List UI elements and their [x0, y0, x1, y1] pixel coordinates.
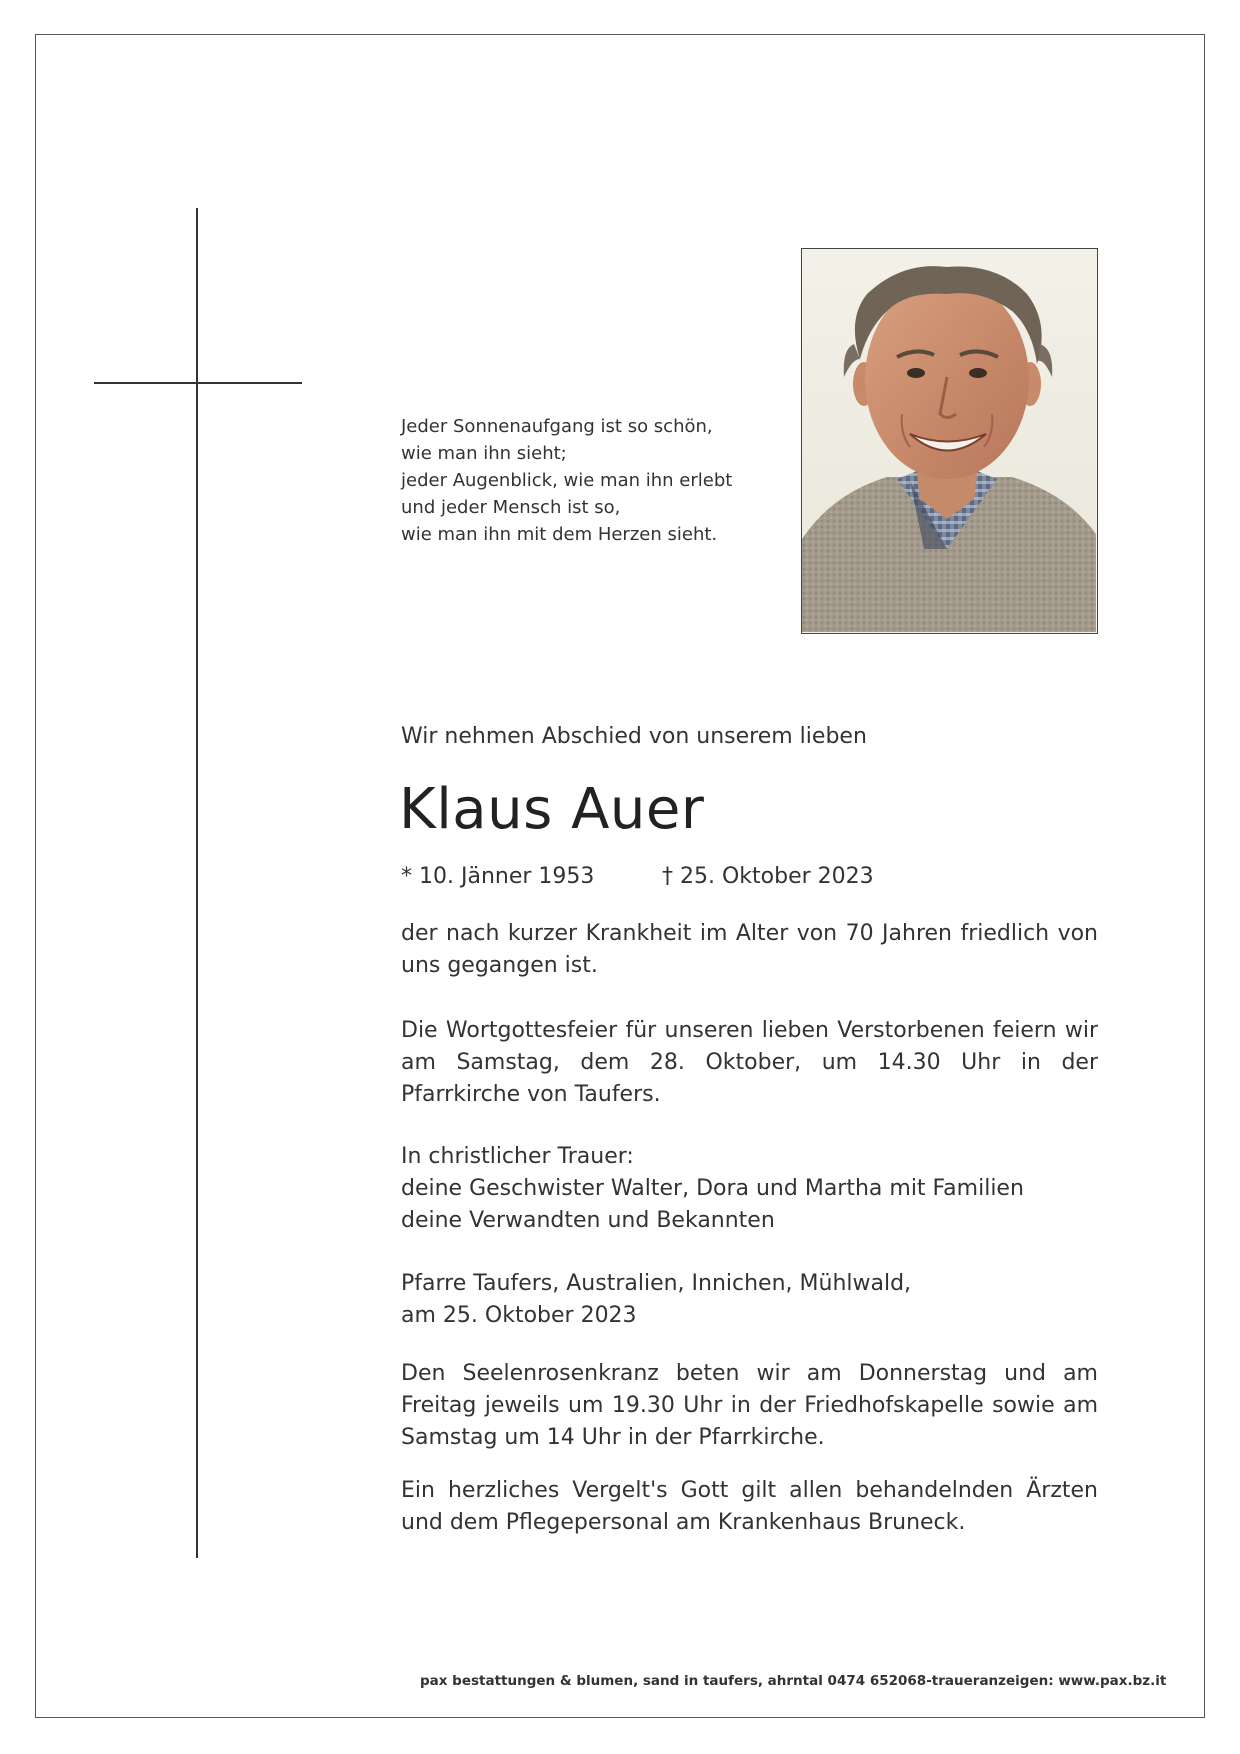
cross-vertical-bar: [196, 208, 198, 1558]
intro-text: Wir nehmen Abschied von unserem lieben: [401, 724, 867, 749]
poem-line: wie man ihn sieht;: [401, 443, 567, 464]
poem-line: wie man ihn mit dem Herzen sieht.: [401, 524, 718, 545]
portrait-photo: [801, 248, 1098, 634]
death-date: † 25. Oktober 2023: [662, 864, 874, 889]
poem: [401, 413, 781, 548]
thanks-paragraph: Ein herzliches Vergelt's Gott gilt allen behandelnden Ärzten und dem Pflegepersonal am Krankenhaus Bruneck.: [401, 1478, 1098, 1535]
mourners-line: deine Geschwister Walter, Dora und Martha mit Familien: [401, 1176, 1024, 1201]
mourners-line: In christlicher Trauer:: [401, 1144, 634, 1169]
portrait-illustration: [802, 249, 1096, 632]
mourners-line: deine Verwandten und Bekannten: [401, 1208, 775, 1233]
date-line: am 25. Oktober 2023: [401, 1303, 637, 1328]
mourners-block: [401, 1141, 1098, 1237]
footer-text: pax bestattungen & blumen, sand in taufers, ahrntal 0474 652068-traueranzeigen: www.pax.bz.it: [420, 1673, 1167, 1689]
place-line: Pfarre Taufers, Australien, Innichen, Mühlwald,: [401, 1271, 912, 1296]
poem-line: und jeder Mensch ist so,: [401, 497, 621, 518]
poem-line: Jeder Sonnenaufgang ist so schön,: [401, 416, 713, 437]
place-date-block: [401, 1268, 1098, 1332]
passing-paragraph: der nach kurzer Krankheit im Alter von 70 Jahren friedlich von uns gegangen ist.: [401, 921, 1098, 978]
service-paragraph: Die Wortgottesfeier für unseren lieben Verstorbenen feiern wir am Samstag, dem 28. Oktober, um 14.30 Uhr in der Pfarrkirche von Taufers.: [401, 1018, 1098, 1107]
poem-line: jeder Augenblick, wie man ihn erlebt: [401, 470, 733, 491]
cross-horizontal-bar: [94, 382, 302, 384]
rosary-paragraph: Den Seelenrosenkranz beten wir am Donnerstag und am Freitag jeweils um 19.30 Uhr in der Friedhofskapelle sowie am Samstag um 14 Uhr in der Pfarrkirche.: [401, 1361, 1098, 1450]
deceased-name: Klaus Auer: [399, 777, 705, 842]
birth-date: * 10. Jänner 1953: [401, 864, 595, 889]
